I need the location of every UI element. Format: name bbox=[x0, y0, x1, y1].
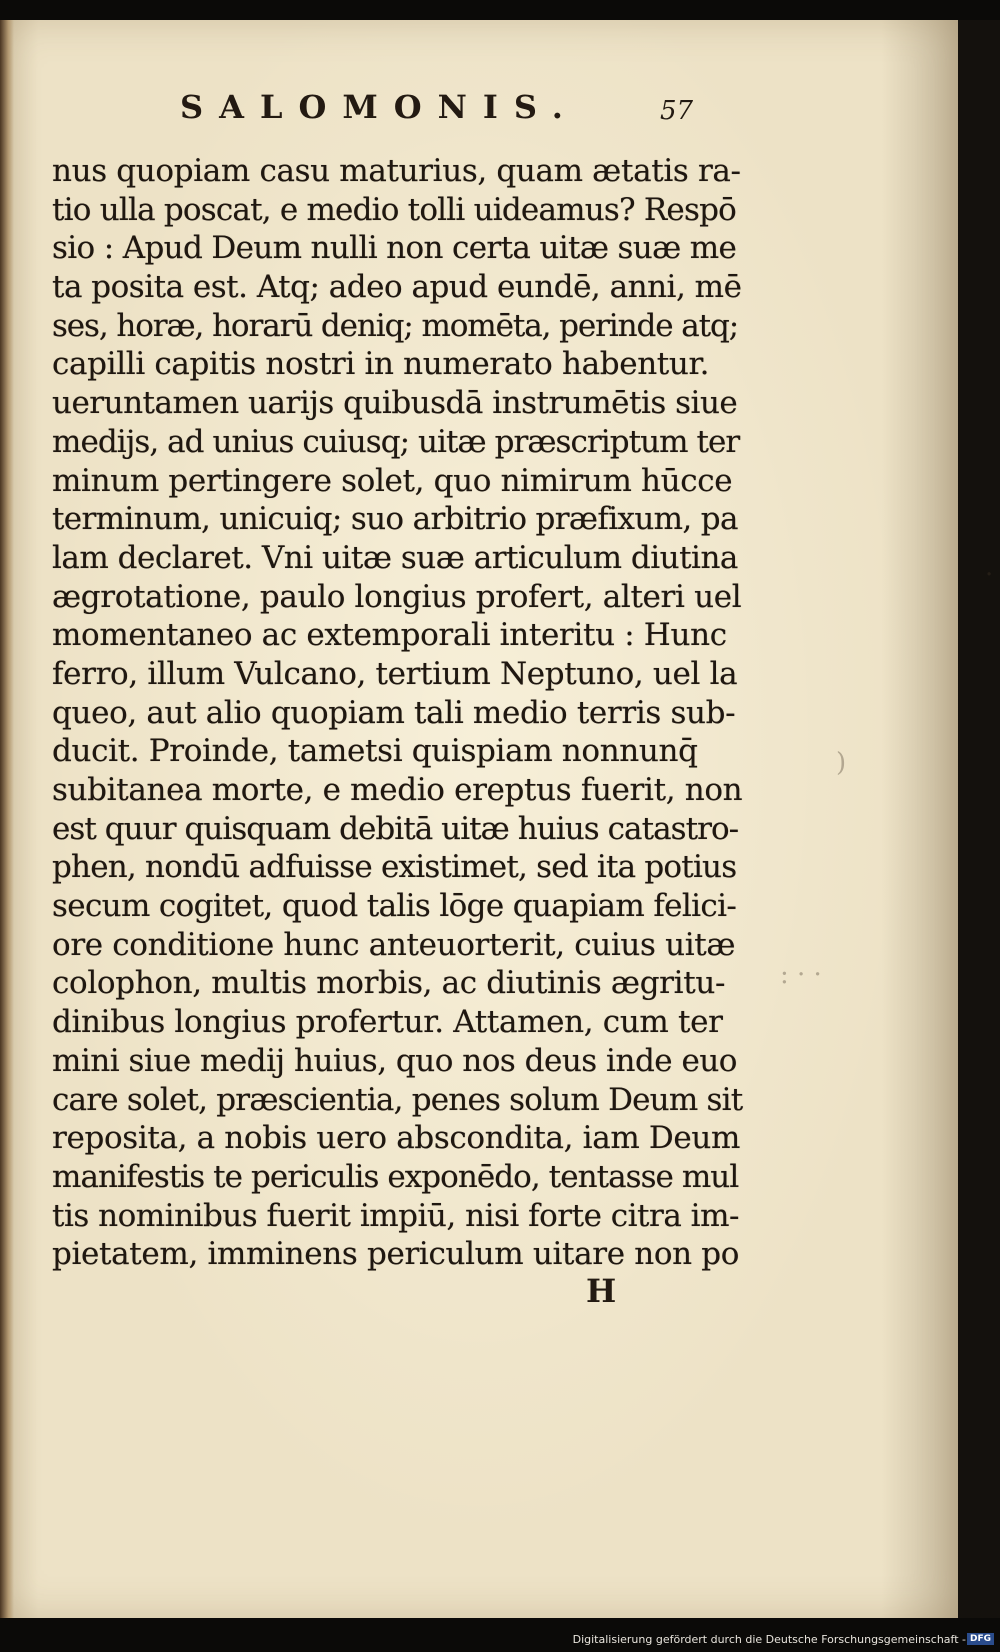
folio-number: 57 bbox=[660, 96, 694, 126]
text-line: est quur quisquam debitā uitæ huius catastro- bbox=[52, 810, 739, 847]
text-line: subitanea morte, e medio ereptus fuerit, non bbox=[52, 772, 743, 808]
footer-credit: Digitalisierung gefördert durch die Deutsche Forschungsgemeinschaft - bbox=[572, 1633, 966, 1646]
text-line: medijs, ad unius cuiusq; uitæ præscriptum ter bbox=[52, 423, 740, 460]
text-line: tis nominibus fuerit impiū, nisi forte citra im- bbox=[52, 1197, 739, 1234]
text-line: ore conditione hunc anteuorterit, cuius uitæ bbox=[52, 926, 736, 963]
running-head: SALOMONIS. bbox=[180, 88, 579, 126]
signature-mark: H bbox=[586, 1272, 617, 1310]
show-through-mark: · bbox=[985, 560, 994, 590]
text-line: mini siue medij huius, quo nos deus inde euo bbox=[52, 1042, 737, 1079]
text-line: manifestis te periculis exponēdo, tentasse mul bbox=[52, 1158, 739, 1195]
text-line: ducit. Proinde, tametsi quispiam nonnunq̄ bbox=[52, 733, 698, 770]
text-line: care solet, præscientia, penes solum Deum sit bbox=[52, 1081, 743, 1118]
text-line: phen, nondū adfuisse existimet, sed ita potius bbox=[52, 849, 737, 886]
text-line: minum pertingere solet, quo nimirum hūcce bbox=[52, 462, 733, 499]
show-through-mark: ) bbox=[836, 748, 847, 778]
text-line: capilli capitis nostri in numerato habentur. bbox=[52, 346, 710, 383]
dfg-logo-badge: DFG bbox=[967, 1633, 994, 1645]
text-line: tio ulla poscat, e medio tolli uideamus? Respō bbox=[52, 191, 736, 228]
show-through-mark: : · · bbox=[780, 960, 822, 990]
text-line: pietatem, imminens periculum uitare non po bbox=[52, 1236, 740, 1273]
text-line: secum cogitet, quod talis lōge quapiam felici- bbox=[52, 888, 737, 925]
text-line: colophon, multis morbis, ac diutinis ægritu- bbox=[52, 965, 726, 1002]
text-line: sio : Apud Deum nulli non certa uitæ suæ me bbox=[52, 230, 737, 267]
page-gutter-shadow bbox=[0, 20, 14, 1618]
text-line: momentaneo ac extemporali interitu : Hunc bbox=[52, 617, 727, 654]
text-line: dinibus longius profertur. Attamen, cum ter bbox=[52, 1004, 723, 1041]
text-line: ta posita est. Atq; adeo apud eundē, anni, mē bbox=[52, 269, 742, 306]
text-line: nus quopiam casu maturius, quam ætatis ra- bbox=[52, 153, 741, 189]
page-edge-strip bbox=[958, 20, 1000, 1618]
text-line: reposita, a nobis uero abscondita, iam Deum bbox=[52, 1120, 741, 1157]
text-line: ferro, illum Vulcano, tertium Neptuno, uel la bbox=[52, 655, 738, 692]
text-line: ægrotatione, paulo longius profert, alteri uel bbox=[52, 578, 742, 615]
body-text bbox=[52, 152, 742, 1274]
text-line: queo, aut alio quopiam tali medio terris sub- bbox=[52, 694, 736, 731]
text-line: ueruntamen uarijs quibusdā instrumētis siue bbox=[52, 385, 738, 422]
text-line: terminum, unicuiq; suo arbitrio præfixum, pa bbox=[52, 501, 738, 538]
text-line: lam declaret. Vni uitæ suæ articulum diutina bbox=[52, 539, 738, 576]
text-line: ses, horæ, horarū deniq; momēta, perinde atq; bbox=[52, 307, 739, 344]
